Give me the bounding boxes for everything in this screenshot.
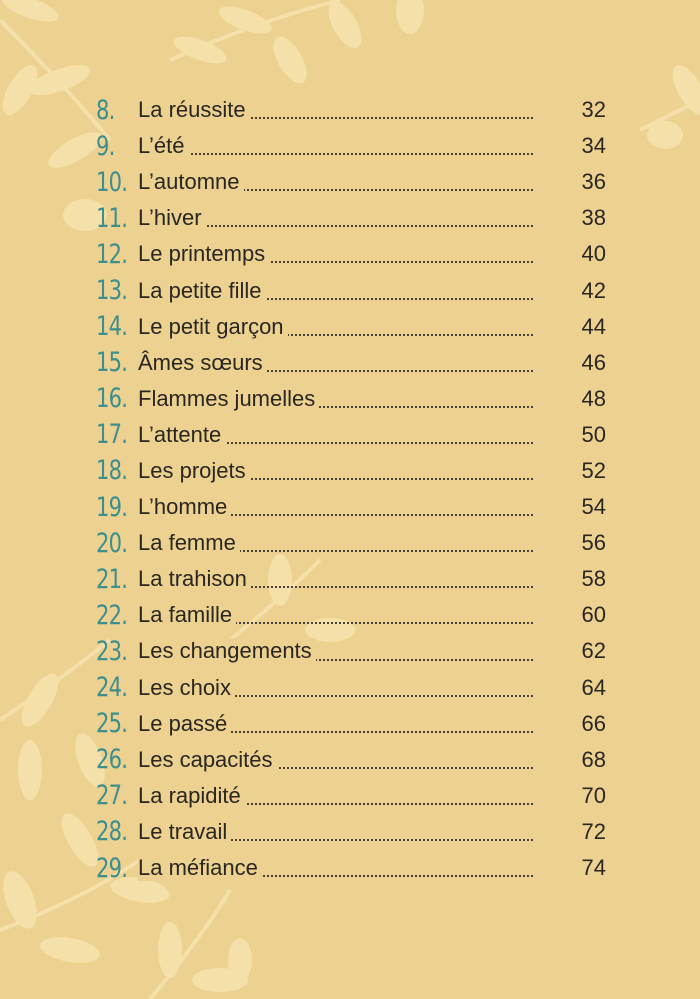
chapter-number: 13. [96, 275, 128, 307]
toc-entry[interactable] [96, 381, 606, 417]
chapter-number: 22. [96, 599, 128, 631]
toc-entry[interactable] [96, 561, 606, 597]
chapter-number: 12. [96, 238, 128, 270]
toc-entry[interactable] [96, 453, 606, 489]
page-number: 62 [581, 638, 606, 664]
chapter-title: Le printemps [138, 241, 269, 267]
chapter-title: Les capacités [138, 747, 277, 773]
chapter-title: La méfiance [138, 855, 262, 881]
page-number: 36 [581, 169, 606, 195]
chapter-title: Le passé [138, 711, 231, 737]
toc-entry[interactable] [96, 814, 606, 850]
chapter-title: Le travail [138, 819, 231, 845]
chapter-title: Âmes sœurs [138, 350, 267, 376]
chapter-title: L’attente [138, 422, 225, 448]
chapter-number: 20. [96, 527, 128, 559]
chapter-number: 29. [96, 852, 128, 884]
chapter-title: La famille [138, 602, 236, 628]
page-number: 66 [581, 710, 606, 736]
chapter-title: La trahison [138, 566, 251, 592]
toc-entry[interactable] [96, 525, 606, 561]
page-number: 32 [581, 97, 606, 123]
page-number: 44 [581, 313, 606, 339]
chapter-number: 24. [96, 672, 128, 704]
toc-entry[interactable] [96, 706, 606, 742]
toc-entry[interactable] [96, 128, 606, 164]
chapter-title: Les choix [138, 675, 235, 701]
page-number: 52 [581, 457, 606, 483]
toc-entry[interactable] [96, 417, 606, 453]
chapter-number: 18. [96, 455, 128, 487]
chapter-number: 15. [96, 347, 128, 379]
page-number: 40 [581, 241, 606, 267]
page-number: 68 [581, 746, 606, 772]
page-number: 54 [581, 494, 606, 520]
toc-entry[interactable] [96, 236, 606, 272]
chapter-title: L’hiver [138, 205, 206, 231]
page-number: 72 [581, 818, 606, 844]
chapter-title: Flammes jumelles [138, 386, 319, 412]
toc-entry[interactable] [96, 489, 606, 525]
chapter-number: 14. [96, 311, 128, 343]
chapter-title: La réussite [138, 97, 250, 123]
chapter-title: L’été [138, 133, 189, 159]
page-number: 74 [581, 855, 606, 881]
toc-entry[interactable] [96, 850, 606, 886]
chapter-title: Le petit garçon [138, 314, 288, 340]
chapter-number: 10. [96, 166, 128, 198]
toc-entry[interactable] [96, 164, 606, 200]
chapter-title: La femme [138, 530, 240, 556]
table-of-contents [96, 92, 606, 886]
page-number: 64 [581, 674, 606, 700]
toc-entry[interactable] [96, 597, 606, 633]
chapter-title: La petite fille [138, 278, 266, 304]
chapter-number: 25. [96, 708, 128, 740]
page-number: 70 [581, 782, 606, 808]
page-number: 38 [581, 205, 606, 231]
toc-entry[interactable] [96, 272, 606, 308]
chapter-number: 9. [96, 130, 115, 162]
chapter-title: Les changements [138, 638, 316, 664]
toc-entry[interactable] [96, 633, 606, 669]
chapter-number: 11. [96, 202, 128, 234]
page-number: 42 [581, 277, 606, 303]
toc-entry[interactable] [96, 92, 606, 128]
toc-entry[interactable] [96, 345, 606, 381]
page-number: 56 [581, 530, 606, 556]
toc-entry[interactable] [96, 200, 606, 236]
chapter-title: L’automne [138, 169, 244, 195]
page-number: 58 [581, 566, 606, 592]
chapter-number: 17. [96, 419, 128, 451]
chapter-number: 21. [96, 563, 128, 595]
page-number: 34 [581, 133, 606, 159]
chapter-number: 19. [96, 491, 128, 523]
chapter-number: 16. [96, 383, 128, 415]
chapter-number: 28. [96, 816, 128, 848]
page-number: 50 [581, 421, 606, 447]
chapter-title: Les projets [138, 458, 250, 484]
page-number: 46 [581, 349, 606, 375]
chapter-number: 23. [96, 635, 128, 667]
toc-entry[interactable] [96, 309, 606, 345]
chapter-number: 26. [96, 744, 128, 776]
toc-entry[interactable] [96, 670, 606, 706]
chapter-number: 27. [96, 780, 128, 812]
chapter-number: 8. [96, 94, 115, 126]
chapter-title: La rapidité [138, 783, 245, 809]
toc-entry[interactable] [96, 742, 606, 778]
toc-entry[interactable] [96, 778, 606, 814]
dot-leader [138, 153, 533, 155]
chapter-title: L’homme [138, 494, 231, 520]
page-number: 60 [581, 602, 606, 628]
page-number: 48 [581, 385, 606, 411]
